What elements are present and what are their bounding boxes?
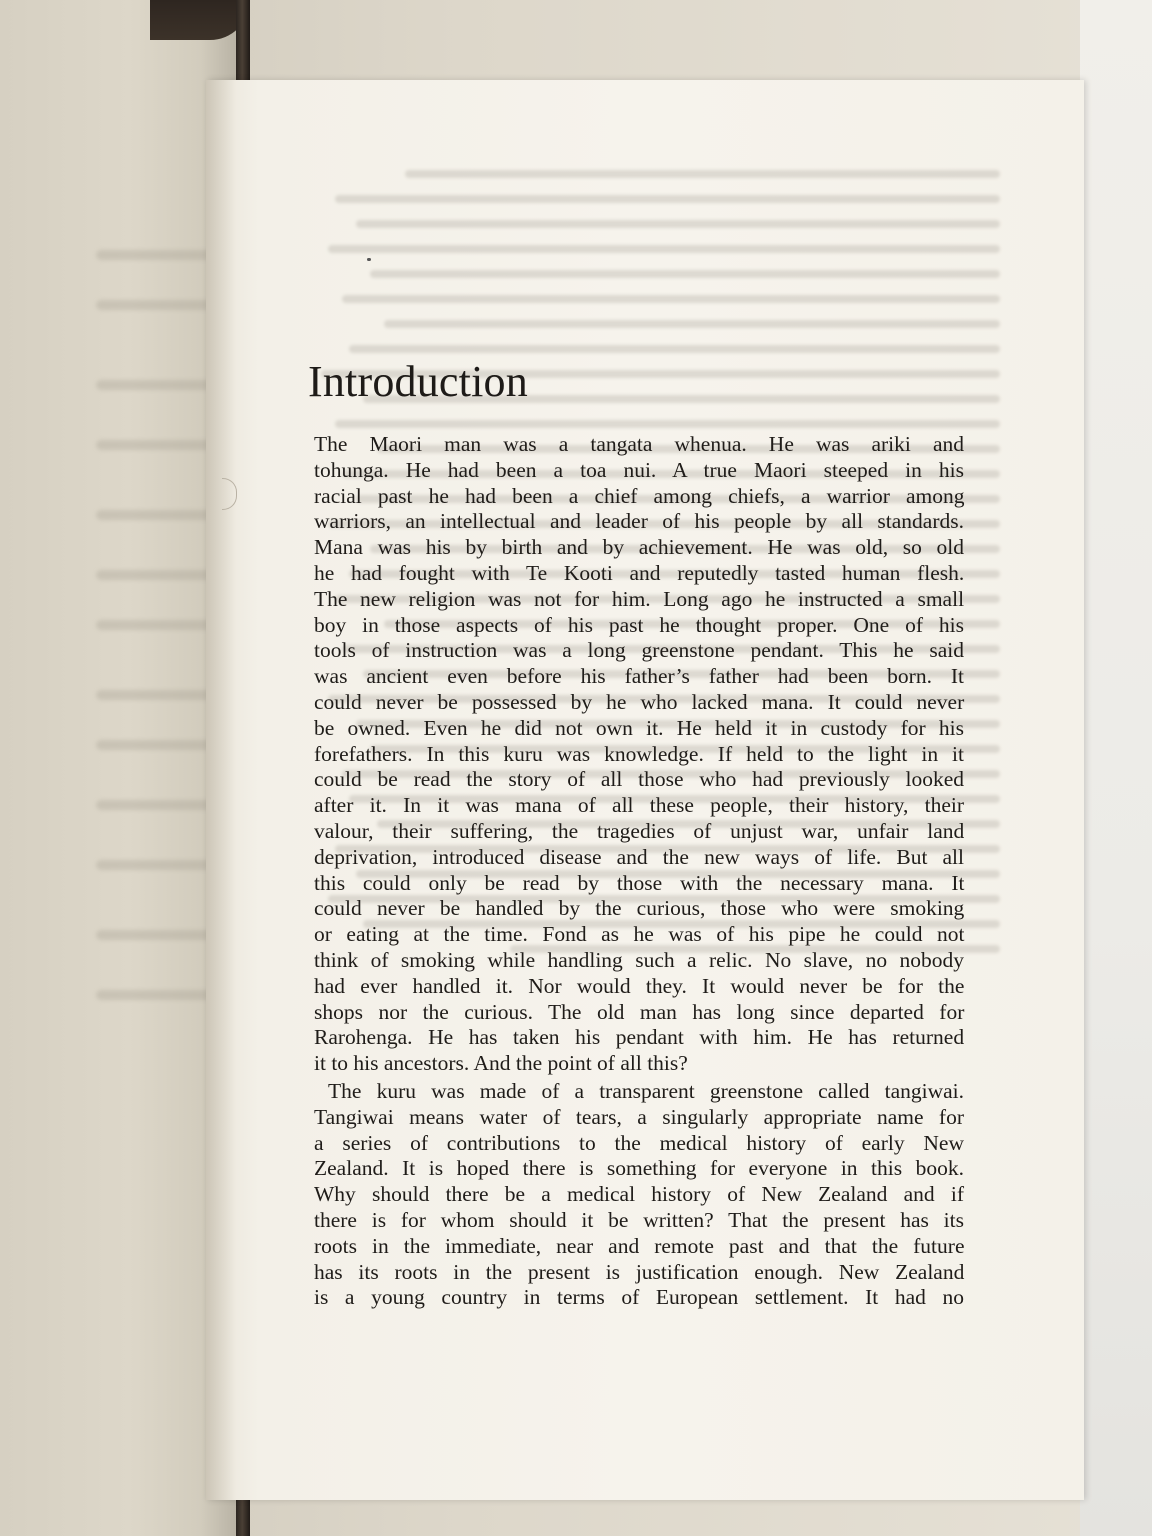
text-line: Tangiwai means water of tears, a singularly appropriate name for: [314, 1104, 964, 1129]
text-line: is a young country in terms of European settlement. It had no: [314, 1285, 964, 1310]
text-line: it to his ancestors. And the point of all this?: [314, 1051, 688, 1076]
text-line: was ancient even before his father’s father had been born. It: [314, 664, 964, 689]
text-line: there is for whom should it be written? That the present has its: [314, 1207, 964, 1232]
text-line: be owned. Even he did not own it. He held it in custody for his: [314, 715, 964, 740]
page-title: Introduction: [308, 357, 528, 406]
text-line: tools of instruction was a long greenstone pendant. This he said: [314, 638, 964, 663]
text-line: has its roots in the present is justification enough. New Zealand: [314, 1259, 965, 1284]
text-line: after it. In it was mana of all these people, their history, their: [314, 793, 964, 818]
text-line: roots in the immediate, near and remote past and that the future: [314, 1233, 965, 1258]
text-line: could be read the story of all those who had previously looked: [314, 767, 964, 792]
text-line: deprivation, introduced disease and the new ways of life. But all: [314, 844, 964, 869]
text-line: racial past he had been a chief among chiefs, a warrior among: [314, 483, 965, 508]
paragraph-1: [314, 432, 964, 1077]
text-line: Zealand. It is hoped there is something for everyone in this book.: [314, 1156, 964, 1181]
text-line: Rarohenga. He has taken his pendant with him. He has returned: [314, 1025, 965, 1050]
text-line: or eating at the time. Fond as he was of his pipe he could not: [314, 922, 965, 947]
text-line: this could only be read by those with the necessary mana. It: [314, 870, 965, 895]
text-line: had ever handled it. Nor would they. It would never be for the: [314, 973, 965, 998]
text-line: a series of contributions to the medical history of early New: [314, 1130, 964, 1155]
text-line: warriors, an intellectual and leader of his people by all standards.: [314, 509, 964, 534]
text-line: he had fought with Te Kooti and reputedly tasted human flesh.: [314, 560, 965, 585]
text-line: shops nor the curious. The old man has long since departed for: [314, 999, 965, 1024]
text-line: The Maori man was a tangata whenua. He was ariki and: [314, 432, 964, 456]
text-line: Why should there be a medical history of New Zealand and if: [314, 1182, 964, 1207]
text-line: valour, their suffering, the tragedies of unjust war, unfair land: [314, 818, 965, 843]
text-line: Mana was his by birth and by achievement. He was old, so old: [314, 535, 964, 560]
text-line: think of smoking while handling such a relic. No slave, no nobody: [314, 947, 964, 972]
text-line: boy in those aspects of his past he thought proper. One of his: [314, 612, 964, 637]
text-line: could never be possessed by he who lacked mana. It could never: [314, 689, 965, 714]
text-line: could never be handled by the curious, those who were smoking: [314, 896, 965, 921]
text-line: The new religion was not for him. Long ago he instructed a small: [314, 586, 965, 611]
paragraph-2: [314, 1079, 964, 1311]
body-text: [314, 432, 964, 1311]
left-facing-page: [0, 0, 236, 1536]
backdrop-wall: [1080, 0, 1152, 1536]
text-line: The kuru was made of a transparent greenstone called tangiwai.: [328, 1078, 965, 1103]
text-line: tohunga. He had been a toa nui. A true Maori steeped in his: [314, 457, 964, 482]
ink-speck: [367, 258, 371, 261]
text-line: forefathers. In this kuru was knowledge. If held to the light in it: [314, 741, 964, 766]
